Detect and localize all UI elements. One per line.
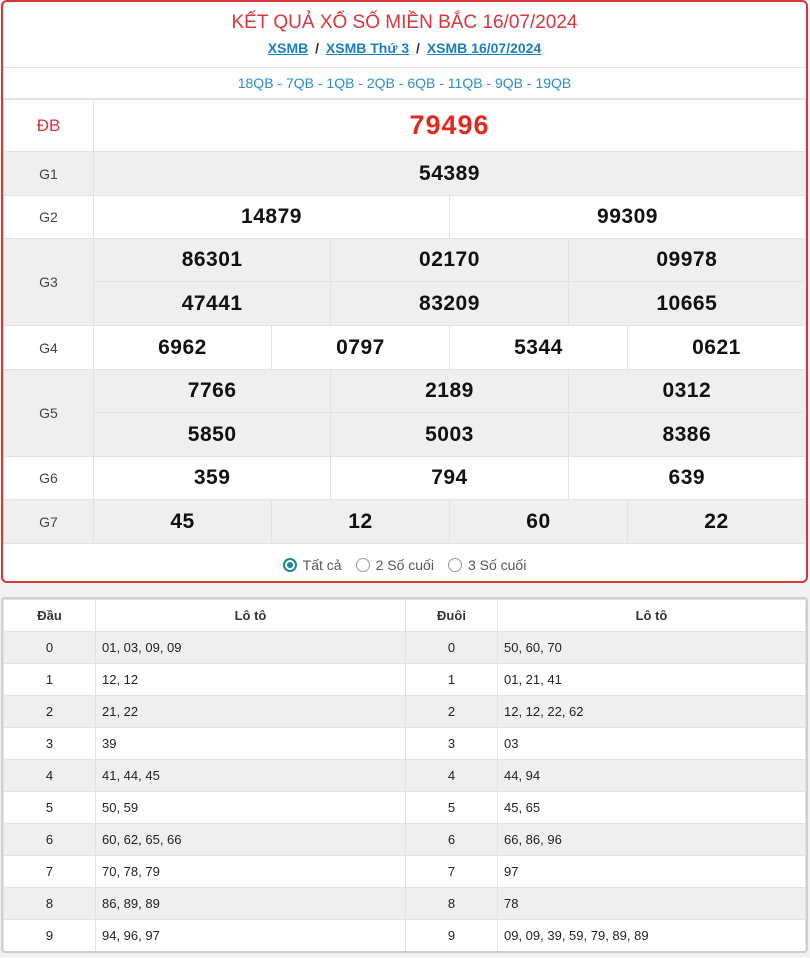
digit-filter: [3, 544, 806, 583]
prize-number: 6962: [94, 326, 272, 370]
prize-row-g7: [4, 500, 806, 544]
table-row: [4, 888, 806, 920]
ticket-codes: 18QB - 7QB - 1QB - 2QB - 6QB - 11QB - 9QB - 19QB: [3, 68, 806, 99]
table-row: [4, 792, 806, 824]
dau-cell: 9: [4, 920, 96, 952]
duoi-cell: 7: [406, 856, 498, 888]
prize-row-g3: [4, 239, 806, 282]
breadcrumb-separator: /: [416, 40, 420, 56]
loto-table-card: [1, 597, 808, 953]
prize-number: 5003: [331, 413, 568, 457]
loto-table: [3, 599, 806, 952]
prize-number: 99309: [449, 196, 805, 239]
breadcrumb-link-xsmb-date[interactable]: XSMB 16/07/2024: [426, 40, 542, 56]
duoi-loto-cell: 12, 12, 22, 62: [498, 696, 806, 728]
prize-label-g5: G5: [4, 370, 94, 457]
loto-header-row: [4, 600, 806, 632]
duoi-loto-cell: 45, 65: [498, 792, 806, 824]
special-prize-number: 79496: [94, 100, 806, 152]
prize-number: 60: [449, 500, 627, 544]
prize-number: 14879: [94, 196, 450, 239]
prize-number: 45: [94, 500, 272, 544]
table-row: [4, 664, 806, 696]
prize-label-db: ĐB: [4, 100, 94, 152]
prize-number: 10665: [568, 282, 805, 326]
duoi-loto-cell: 50, 60, 70: [498, 632, 806, 664]
dau-loto-cell: 50, 59: [96, 792, 406, 824]
table-row: [4, 856, 806, 888]
duoi-cell: 1: [406, 664, 498, 696]
prize-number: 0312: [568, 370, 805, 413]
prize-row-g2: [4, 196, 806, 239]
table-row: [4, 632, 806, 664]
prize-number: 54389: [94, 152, 806, 196]
filter-option-label: 2 Số cuối: [375, 556, 434, 573]
table-row: [4, 920, 806, 952]
column-header-duoi: Đuôi: [406, 600, 498, 632]
prize-number: 8386: [568, 413, 805, 457]
prize-number: 02170: [331, 239, 568, 282]
duoi-cell: 2: [406, 696, 498, 728]
prize-row-g1: [4, 152, 806, 196]
duoi-cell: 0: [406, 632, 498, 664]
dau-cell: 2: [4, 696, 96, 728]
dau-cell: 6: [4, 824, 96, 856]
prize-number: 2189: [331, 370, 568, 413]
duoi-cell: 9: [406, 920, 498, 952]
prize-number: 83209: [331, 282, 568, 326]
duoi-loto-cell: 01, 21, 41: [498, 664, 806, 696]
prize-number: 7766: [94, 370, 331, 413]
prize-number: 86301: [94, 239, 331, 282]
duoi-cell: 8: [406, 888, 498, 920]
prize-number: 12: [271, 500, 449, 544]
table-row: [4, 696, 806, 728]
breadcrumb-link-xsmb[interactable]: XSMB: [267, 40, 309, 56]
prize-number: 5344: [449, 326, 627, 370]
column-header-dau: Đầu: [4, 600, 96, 632]
table-row: [4, 824, 806, 856]
prize-row-db: [4, 100, 806, 152]
radio-unchecked-icon[interactable]: [448, 558, 462, 572]
prize-number: 359: [94, 457, 331, 500]
dau-loto-cell: 60, 62, 65, 66: [96, 824, 406, 856]
dau-loto-cell: 86, 89, 89: [96, 888, 406, 920]
prize-label-g3: G3: [4, 239, 94, 326]
prize-label-g7: G7: [4, 500, 94, 544]
filter-option-label: Tất cả: [302, 556, 342, 573]
prize-number: 09978: [568, 239, 805, 282]
prize-label-g2: G2: [4, 196, 94, 239]
prize-number: 0621: [627, 326, 805, 370]
dau-cell: 8: [4, 888, 96, 920]
duoi-loto-cell: 66, 86, 96: [498, 824, 806, 856]
prize-row-g5: [4, 370, 806, 413]
dau-loto-cell: 21, 22: [96, 696, 406, 728]
breadcrumb-separator: /: [315, 40, 319, 56]
prize-row-g5-2: [4, 413, 806, 457]
prize-label-g6: G6: [4, 457, 94, 500]
dau-loto-cell: 94, 96, 97: [96, 920, 406, 952]
breadcrumb: [3, 40, 806, 56]
prize-row-g6: [4, 457, 806, 500]
duoi-loto-cell: 09, 09, 39, 59, 79, 89, 89: [498, 920, 806, 952]
prize-number: 794: [331, 457, 568, 500]
dau-cell: 3: [4, 728, 96, 760]
duoi-cell: 5: [406, 792, 498, 824]
dau-loto-cell: 12, 12: [96, 664, 406, 696]
prize-label-g1: G1: [4, 152, 94, 196]
result-header: [3, 2, 806, 68]
table-row: [4, 728, 806, 760]
lottery-result-card: [1, 0, 808, 583]
duoi-loto-cell: 03: [498, 728, 806, 760]
prize-row-g4: [4, 326, 806, 370]
dau-loto-cell: 70, 78, 79: [96, 856, 406, 888]
dau-cell: 1: [4, 664, 96, 696]
prize-table: [3, 99, 806, 544]
page-title: KẾT QUẢ XỔ SỐ MIỀN BẮC 16/07/2024: [231, 12, 578, 33]
prize-number: 0797: [271, 326, 449, 370]
column-header-loto: Lô tô: [498, 600, 806, 632]
dau-cell: 4: [4, 760, 96, 792]
duoi-loto-cell: 78: [498, 888, 806, 920]
filter-option-2-digits[interactable]: [356, 557, 434, 573]
table-row: [4, 760, 806, 792]
breadcrumb-link-xsmb-thu-3[interactable]: XSMB Thứ 3: [325, 40, 410, 56]
prize-number: 639: [568, 457, 805, 500]
prize-number: 22: [627, 500, 805, 544]
dau-loto-cell: 41, 44, 45: [96, 760, 406, 792]
prize-row-g3-2: [4, 282, 806, 326]
duoi-cell: 4: [406, 760, 498, 792]
dau-loto-cell: 39: [96, 728, 406, 760]
radio-checked-icon[interactable]: [283, 558, 297, 572]
prize-number: 47441: [94, 282, 331, 326]
dau-cell: 7: [4, 856, 96, 888]
dau-loto-cell: 01, 03, 09, 09: [96, 632, 406, 664]
filter-option-label: 3 Số cuối: [467, 556, 527, 573]
prize-number: 5850: [94, 413, 331, 457]
column-header-loto: Lô tô: [96, 600, 406, 632]
dau-cell: 0: [4, 632, 96, 664]
duoi-loto-cell: 97: [498, 856, 806, 888]
duoi-cell: 6: [406, 824, 498, 856]
filter-option-3-digits[interactable]: [448, 557, 526, 573]
prize-label-g4: G4: [4, 326, 94, 370]
filter-option-all[interactable]: [283, 557, 342, 573]
dau-cell: 5: [4, 792, 96, 824]
duoi-cell: 3: [406, 728, 498, 760]
radio-unchecked-icon[interactable]: [356, 558, 370, 572]
duoi-loto-cell: 44, 94: [498, 760, 806, 792]
